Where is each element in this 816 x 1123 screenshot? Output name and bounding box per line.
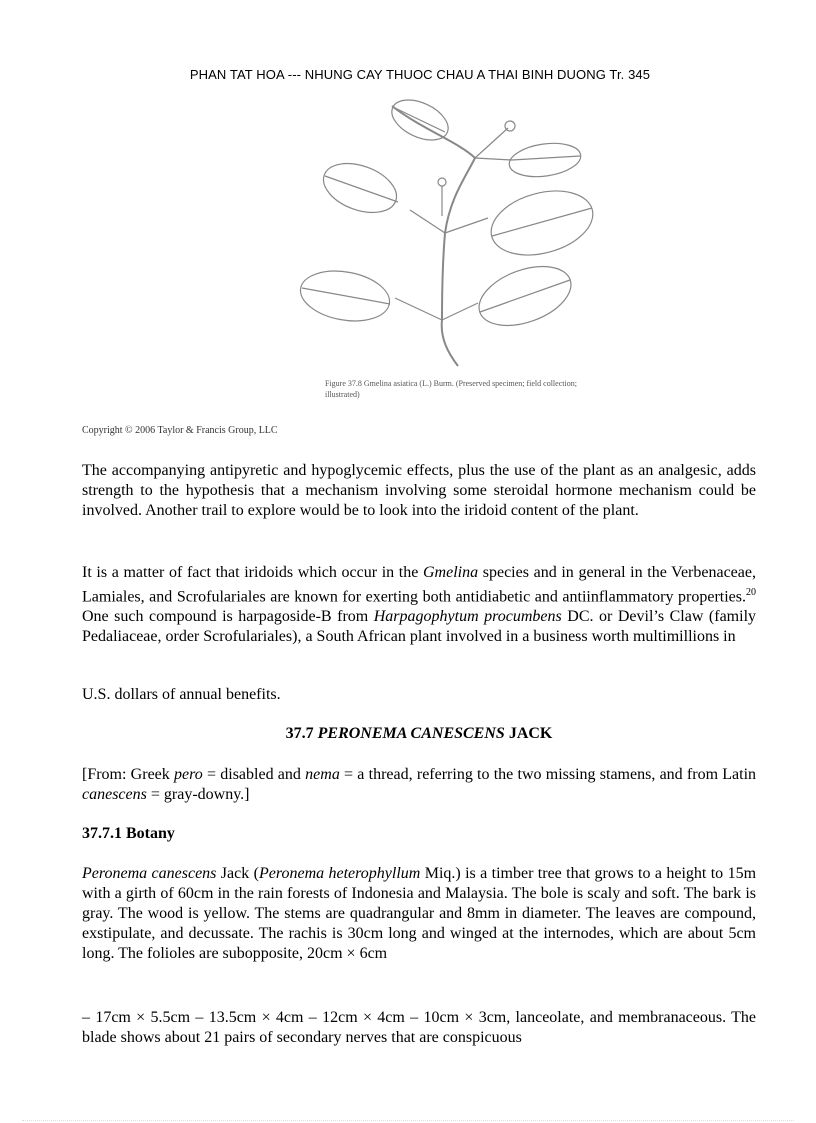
paragraph-botany [82, 864, 756, 964]
etym-text-a: [From: Greek [82, 766, 175, 783]
section-title-rest: JACK [504, 725, 553, 742]
paragraph-etymology [82, 765, 756, 805]
p2-species: Harpagophytum procumbens [373, 608, 562, 626]
botany-synonym: Peronema heterophyllum [258, 865, 421, 882]
p2-text-c: One such compound is harpagoside-B from [82, 608, 374, 626]
etym-canescens: canescens [82, 786, 147, 803]
etym-pero: pero [174, 766, 203, 783]
paragraph-iridoids [82, 563, 756, 647]
etym-text-c: = a thread, referring to the two missing stamens, and from Latin [339, 766, 757, 783]
p2-genus: Gmelina [423, 564, 479, 581]
paragraph-folioles: – 17cm × 5.5cm – 13.5cm × 4cm – 12cm × 4cm – 10cm × 3cm, lanceolate, and membranaceous. The blade shows about 21 pairs of secondary nerves that are conspicuous [82, 1009, 756, 1046]
paragraph-antipyretic: The accompanying antipyretic and hypoglycemic effects, plus the use of the plant as an analgesic, adds strength to the hypothesis that a mechanism involving some steroidal hormone mechanism could be involved. Another trail to explore would be to look into the iridoid content of the plant. [82, 462, 756, 519]
section-heading [82, 725, 756, 743]
etym-text-b: = disabled and [202, 766, 306, 783]
figure-copyright: Copyright © 2006 Taylor & Francis Group, LLC [82, 425, 278, 436]
section-number: 37.7 [285, 725, 318, 742]
botany-species: Peronema canescens [82, 865, 217, 882]
p2-text-a: It is a matter of fact that iridoids which occur in the [82, 564, 423, 581]
section-title-species: PERONEMA CANESCENS [317, 725, 505, 742]
p2-reference: 20 [746, 587, 756, 598]
p2-text-b: species and in general in the Verbenaceae, Lamiales, and Scrofulariales are known for exerting both antidiabetic and antiinflammatory properties. [82, 564, 756, 606]
etym-text-d: = gray-downy.] [146, 786, 250, 803]
subsection-heading: 37.7.1 Botany [82, 825, 175, 842]
p2-text-d: DC. or Devil’s Claw (family Pedaliaceae, order Scrofulariales), a South African plant involved in a business worth multimillions in [82, 608, 757, 646]
running-header: PHAN TAT HOA --- NHUNG CAY THUOC CHAU A THAI BINH DUONG Tr. 345 [189, 67, 651, 82]
etym-nema: nema [305, 766, 340, 783]
paragraph-annual-benefits: U.S. dollars of annual benefits. [82, 686, 281, 703]
page-bottom-rule [22, 1120, 794, 1121]
botany-text-b: Miq.) is a timber tree that grows to a height to 15m with a girth of 60cm in the rain forests of Indonesia and Malaysia. The bole is scaly and soft. The bark is gray. The wood is yellow. The stems are quadrangular and 8mm in diameter. The leaves are compound, exstipulate, and decussate. The rachis is 30cm long and winged at the internodes, which are about 5cm long. The folioles are subopposite, 20cm × 6cm [82, 865, 757, 962]
botany-text-a: Jack ( [216, 865, 259, 882]
figure-caption: Figure 37.8 Gmelina asiatica (L.) Burm. (Preserved specimen; field collection; illustrated) [325, 379, 577, 399]
